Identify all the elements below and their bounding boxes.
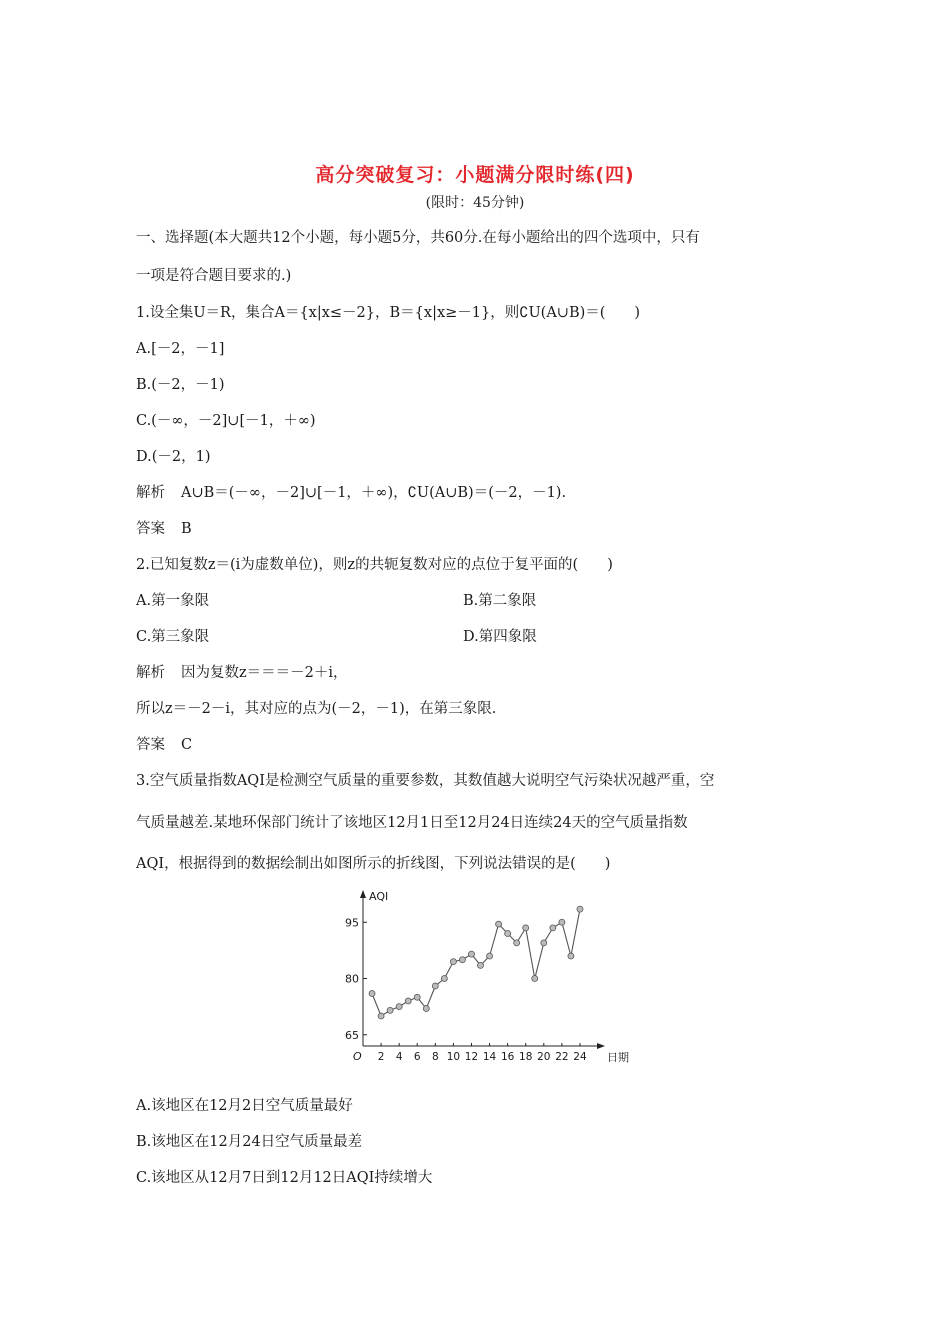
- aqi-data-point: [568, 953, 574, 959]
- y-axis-arrow: [360, 890, 366, 898]
- x-tick-label: 16: [500, 1051, 515, 1063]
- time-limit: (限时：45分钟): [425, 195, 525, 211]
- analysis-label: 解析: [136, 485, 165, 501]
- x-tick-label: 22: [555, 1051, 569, 1063]
- aqi-data-point: [405, 998, 411, 1004]
- q1-option-a: A.[－2，－1]: [136, 341, 225, 357]
- q1-stem: 1.设全集U＝R，集合A＝{x|x≤－2}，B＝{x|x≥－1}，则∁U(A∪B)＝( ): [136, 305, 641, 321]
- answer-label: 答案: [136, 521, 165, 537]
- q1-answer: [136, 519, 192, 539]
- aqi-data-point: [387, 1007, 393, 1013]
- q3-stem-line-1: 3.空气质量指数AQI是检测空气质量的重要参数，其数值越大说明空气污染状况越严重，空: [136, 773, 715, 789]
- aqi-data-point: [432, 983, 438, 989]
- aqi-data-point: [459, 957, 465, 963]
- q3-option-b: B.该地区在12月24日空气质量最差: [136, 1134, 363, 1150]
- analysis-text: 因为复数z＝＝＝－2＋i，: [181, 665, 348, 681]
- x-axis-arrow: [597, 1043, 605, 1049]
- q1-analysis: [136, 483, 566, 503]
- aqi-data-point: [396, 1004, 402, 1010]
- x-tick-label: 12: [464, 1051, 479, 1063]
- section-intro-line-2: 一项是符合题目要求的.): [136, 268, 292, 284]
- answer-value: B: [181, 521, 192, 537]
- aqi-data-point: [378, 1013, 384, 1019]
- q2-option-b: B.第二象限: [463, 593, 537, 609]
- q2-analysis: [136, 663, 348, 683]
- x-tick-label: 14: [482, 1051, 497, 1063]
- aqi-data-point: [478, 962, 484, 968]
- aqi-data-point: [414, 994, 420, 1000]
- y-tick-label: 80: [345, 972, 359, 986]
- aqi-data-point: [369, 991, 375, 997]
- aqi-data-point: [523, 925, 529, 931]
- aqi-data-point: [559, 919, 565, 925]
- x-tick-label: 10: [446, 1051, 461, 1063]
- y-tick-label: 95: [345, 916, 359, 930]
- aqi-data-point: [487, 953, 493, 959]
- aqi-data-point: [496, 921, 502, 927]
- aqi-data-point: [441, 976, 447, 982]
- x-tick-label: 20: [537, 1051, 551, 1063]
- q1-option-b: B.(－2，－1): [136, 377, 225, 393]
- aqi-data-point: [532, 976, 538, 982]
- q2-option-a: A.第一象限: [136, 593, 210, 609]
- aqi-data-point: [550, 925, 556, 931]
- q2-answer: [136, 735, 192, 755]
- x-tick-label: 8: [431, 1051, 439, 1063]
- x-tick-label: 18: [519, 1051, 533, 1063]
- aqi-data-point: [505, 931, 511, 937]
- q2-analysis-line-2: 所以z＝－2－i，其对应的点为(－2，－1)，在第三象限.: [136, 701, 497, 717]
- aqi-data-point: [514, 940, 520, 946]
- q2-option-d: D.第四象限: [463, 629, 537, 645]
- answer-value: C: [181, 737, 193, 753]
- q3-option-a: A.该地区在12月2日空气质量最好: [136, 1098, 353, 1114]
- x-tick-label: 4: [395, 1051, 403, 1063]
- q2-stem: 2.已知复数z＝(i为虚数单位)，则z的共轭复数对应的点位于复平面的( ): [136, 557, 613, 573]
- y-axis-label: AQI: [369, 890, 389, 903]
- x-tick-label: 24: [573, 1051, 587, 1063]
- q2-option-c: C.第三象限: [136, 629, 210, 645]
- y-tick-label: 65: [345, 1028, 359, 1042]
- x-tick-label: 6: [413, 1051, 421, 1063]
- q3-stem-line-2: 气质量越差.某地环保部门统计了该地区12月1日至12月24日连续24天的空气质量指数: [136, 815, 688, 831]
- q3-option-c: C.该地区从12月7日到12月12日AQI持续增大: [136, 1170, 433, 1186]
- answer-label: 答案: [136, 737, 165, 753]
- aqi-data-point: [577, 906, 583, 912]
- page-title: 高分突破复习：小题满分限时练(四): [315, 164, 635, 186]
- aqi-line-chart: [336, 884, 629, 1074]
- q1-option-d: D.(－2，1): [136, 449, 211, 465]
- aqi-data-point: [541, 940, 547, 946]
- aqi-data-point: [450, 959, 456, 965]
- aqi-data-point: [423, 1006, 429, 1012]
- aqi-data-point: [468, 951, 474, 957]
- q1-option-c: C.(－∞，－2]∪[－1，＋∞): [136, 413, 316, 429]
- analysis-text: A∪B＝(－∞，－2]∪[－1，＋∞)，∁U(A∪B)＝(－2，－1).: [181, 485, 567, 501]
- origin-label: O: [353, 1050, 362, 1063]
- x-axis-label: 日期: [607, 1051, 629, 1064]
- section-intro-line-1: 一、选择题(本大题共12个小题，每小题5分，共60分.在每小题给出的四个选项中，只有: [136, 230, 700, 246]
- q3-stem-line-3: AQI，根据得到的数据绘制出如图所示的折线图，下列说法错误的是( ): [136, 856, 611, 872]
- analysis-label: 解析: [136, 665, 165, 681]
- x-tick-label: 2: [377, 1051, 385, 1063]
- aqi-series-line: [372, 909, 580, 1016]
